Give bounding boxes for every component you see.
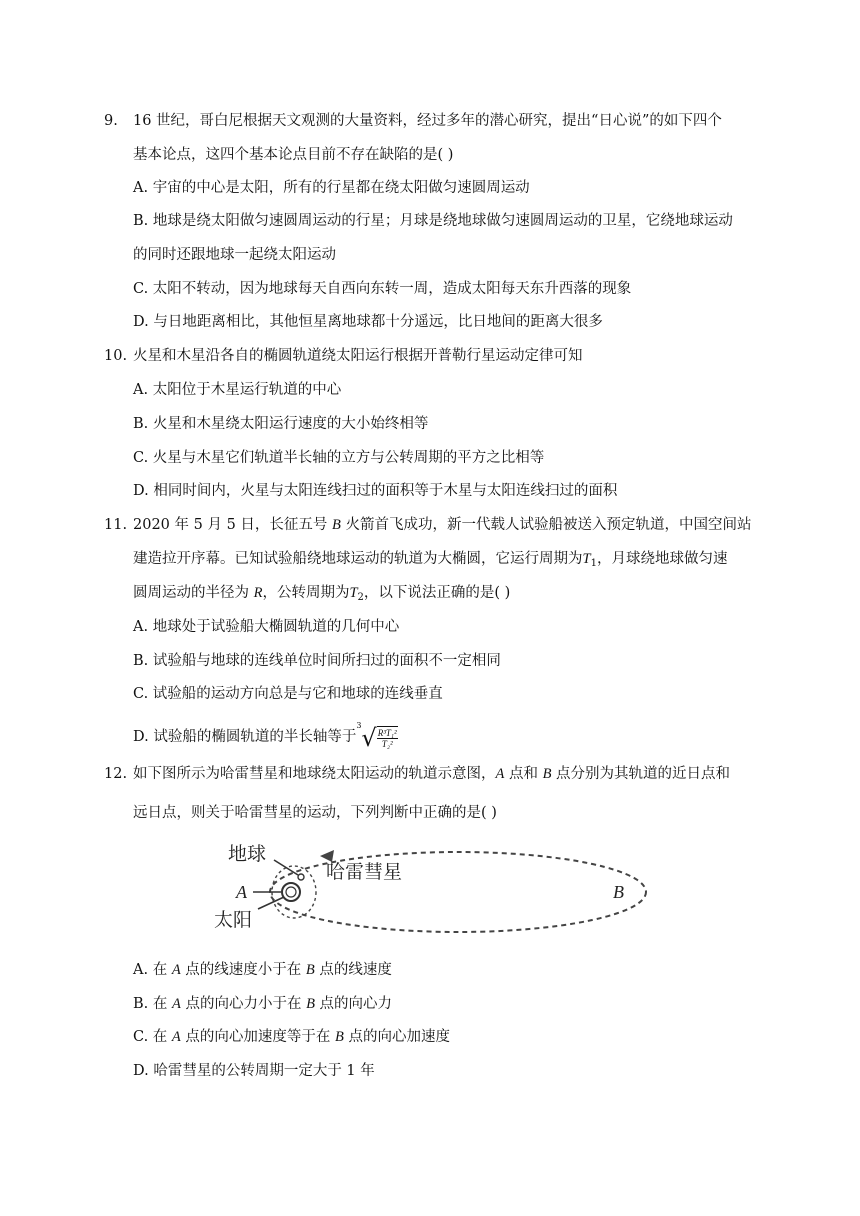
q10-stem: 火星和木星沿各自的椭圆轨道绕太阳运行根据开普勒行星运动定律可知: [133, 348, 583, 364]
q11-option-a: A. 地球处于试验船大椭圆轨道的几何中心: [133, 619, 400, 635]
q11-stem-line3: 圆周运动的半径为 R，公转周期为$T_2$，以下说法正确的是( ): [133, 585, 511, 603]
q10-option-b: B. 火星和木星绕太阳运行速度的大小始终相等: [133, 416, 429, 432]
q12-number: 12.: [104, 766, 128, 782]
q12-stem-line2: 远日点，则关于哈雷彗星的运动，下列判断中正确的是( ): [133, 805, 497, 821]
q10-number: 10.: [104, 348, 128, 364]
q12-option-d: D. 哈雷彗星的公转周期一定大于 1 年: [133, 1063, 375, 1079]
q12-option-b: B. 在 A 点的向心力小于在 B 点的向心力: [133, 996, 393, 1012]
q10-option-d: D. 相同时间内，火星与太阳连线扫过的面积等于木星与太阳连线扫过的面积: [133, 483, 618, 499]
q11-option-d: D. 试验船的椭圆轨道的半长轴等于$^3$√ $\frac{\text{R³T₁²}}{\text{T₂²}}$: [133, 721, 397, 752]
q9-number: 9.: [104, 113, 118, 129]
q11-stem-line1: 2020 年 5 月 5 日，长征五号 B 火箭首飞成功，新一代载人试验船被送入预定轨道，中国空间站: [133, 517, 752, 533]
q10-option-a: A. 太阳位于木星运行轨道的中心: [133, 382, 342, 398]
q10-option-c: C. 火星与木星它们轨道半长轴的立方与公转周期的平方之比相等: [133, 450, 545, 466]
label-comet: 哈雷彗星: [326, 861, 403, 883]
q12-stem-line1: 如下图所示为哈雷彗星和地球绕太阳运动的轨道示意图，A 点和 B 点分别为其轨道的近日点和: [133, 766, 731, 782]
q11-option-b: B. 试验船与地球的连线单位时间所扫过的面积不一定相同: [133, 653, 501, 669]
label-point-b: B: [613, 882, 624, 902]
q12-option-c: C. 在 A 点的向心加速度等于在 B 点的向心加速度: [133, 1029, 450, 1045]
q11-stem-line2: 建造拉开序幕。已知试验船绕地球运动的轨道为大椭圆，它运行周期为$T_1$，月球绕地球做匀速: [133, 551, 728, 569]
q9-option-a: A. 宇宙的中心是太阳，所有的行星都在绕太阳做匀速圆周运动: [133, 180, 530, 196]
label-point-a: A: [236, 882, 247, 902]
sun: [282, 883, 300, 901]
q11-number: 11.: [104, 517, 128, 533]
earth: [298, 874, 304, 880]
q9-option-d: D. 与日地距离相比，其他恒星离地球都十分遥远，比日地间的距离大很多: [133, 314, 603, 330]
label-earth: 地球: [228, 843, 267, 865]
q9-option-b-line2: 的同时还跟地球一起绕太阳运动: [133, 247, 336, 263]
q11-option-c: C. 试验船的运动方向总是与它和地球的连线垂直: [133, 686, 443, 702]
q9-option-c: C. 太阳不转动，因为地球每天自西向东转一周，造成太阳每天东升西落的现象: [133, 281, 632, 297]
halley-comet-orbit-diagram: [208, 834, 654, 946]
q9-stem-line1: 16 世纪，哥白尼根据天文观测的大量资料，经过多年的潜心研究，提出“日心说”的如下四个: [133, 113, 722, 129]
q12-option-a: A. 在 A 点的线速度小于在 B 点的线速度: [133, 962, 392, 978]
q9-option-b-line1: B. 地球是绕太阳做匀速圆周运动的行星；月球是绕地球做匀速圆周运动的卫星，它绕地球运动: [133, 213, 733, 229]
cube-root-expression: $^3$√ $\frac{\text{R³T₁²}}{\text{T₂²}}$: [356, 721, 397, 752]
label-sun: 太阳: [214, 909, 253, 931]
q9-stem-line2: 基本论点，这四个基本论点目前不存在缺陷的是( ): [133, 147, 454, 163]
